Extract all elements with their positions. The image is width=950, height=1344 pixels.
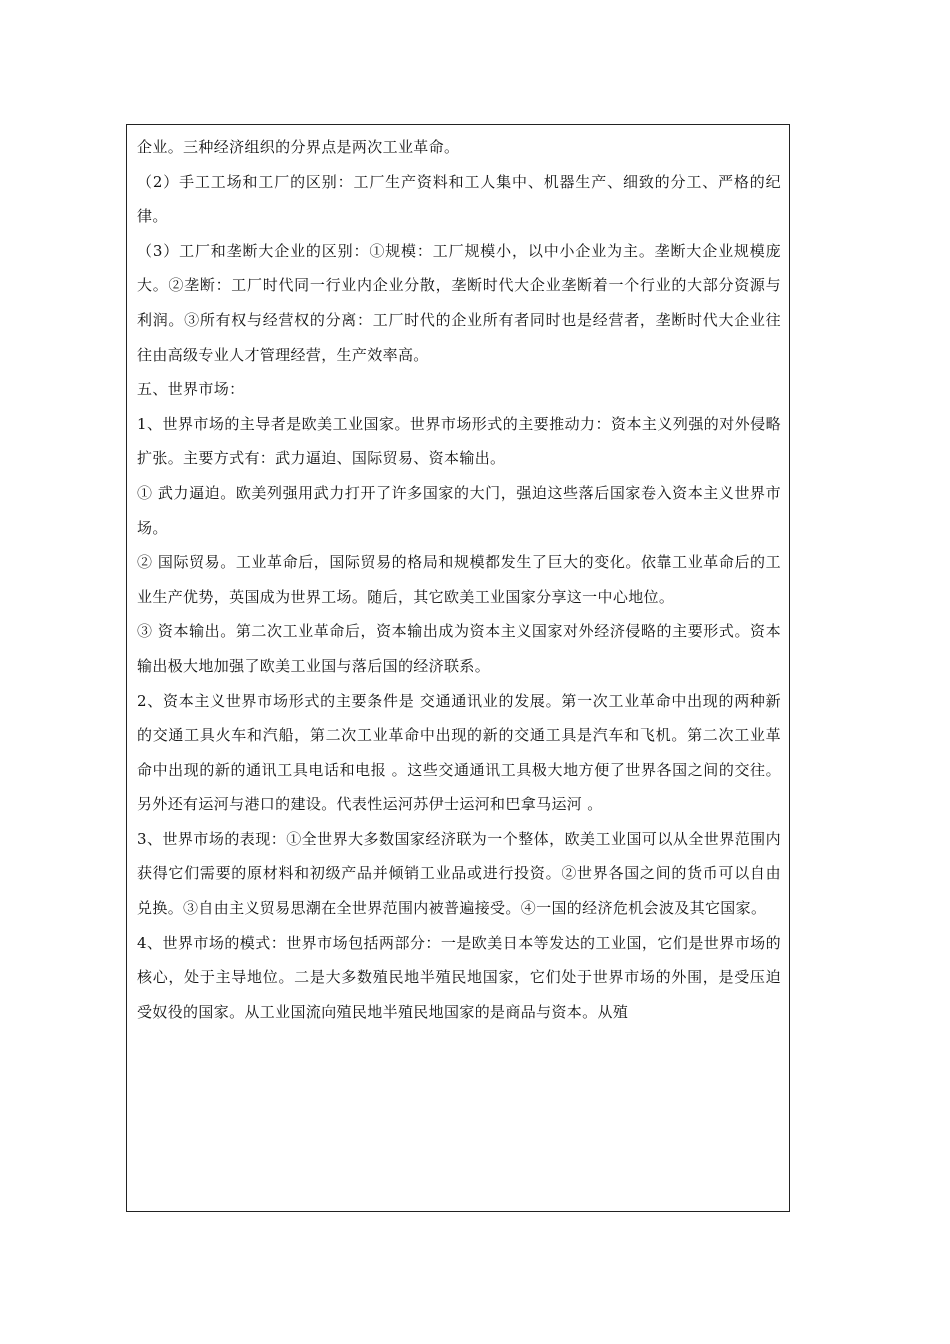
paragraph-1-text: 企业。三种经济组织的分界点是两次工业革命。: [137, 138, 460, 156]
paragraph-9: [137, 684, 781, 822]
paragraph-6-text: ① 武力逼迫。欧美列强用武力打开了许多国家的大门，强迫这些落后国家卷入资本主义世界市场。: [137, 483, 781, 537]
paragraph-7-text: ② 国际贸易。工业革命后，国际贸易的格局和规模都发生了巨大的变化。依靠工业革命后的工业生产优势，英国成为世界工场。随后，其它欧美工业国家分享这一中心地位。: [137, 553, 781, 606]
paragraph-11: [137, 926, 781, 1030]
paragraph-10-text: 3、世界市场的表现：①全世界大多数国家经济联为一个整体，欧美工业国可以从全世界范围内获得它们需要的原材料和初级产品并倾销工业品或进行投资。②世界各国之间的货币可以自由兑换。③自由主义贸易思潮在全世界范围内被普遍接受。④一国的经济危机会波及其它国家。: [137, 829, 781, 918]
paragraph-2-text: （2）手工工场和工厂的区别：工厂生产资料和工人集中、机器生产、细致的分工、严格的纪律。: [137, 172, 781, 226]
paragraph-4: [137, 372, 781, 407]
paragraph-8: [137, 614, 781, 683]
paragraph-3: [137, 234, 781, 372]
paragraph-6: [137, 476, 781, 545]
paragraph-4-text: 五、世界市场：: [137, 380, 245, 399]
paragraph-1: [137, 130, 781, 165]
paragraph-2: [137, 165, 781, 234]
paragraph-9-text: 2、资本主义世界市场形式的主要条件是 交通通讯业的发展。第一次工业革命中出现的两种新的交通工具火车和汽船，第二次工业革命中出现的新的交通工具是汽车和飞机。第二次工业革命中出现的新的通讯工具电话和电报 。这些交通通讯工具极大地方便了世界各国之间的交往。另外还有运河与港口的建设。代表性运河苏伊士运河和巴拿马运河 。: [137, 691, 781, 814]
paragraph-8-text: ③ 资本输出。第二次工业革命后，资本输出成为资本主义国家对外经济侵略的主要形式。资本输出极大地加强了欧美工业国与落后国的经济联系。: [137, 622, 781, 675]
paragraph-11-text: 4、世界市场的模式：世界市场包括两部分：一是欧美日本等发达的工业国，它们是世界市场的核心，处于主导地位。二是大多数殖民地半殖民地国家，它们处于世界市场的外围，是受压迫受奴役的国家。从工业国流向殖民地半殖民地国家的是商品与资本。从殖: [137, 933, 781, 1021]
paragraph-7: [137, 545, 781, 614]
paragraph-10: [137, 822, 781, 926]
text-table-cell: [126, 124, 790, 1212]
paragraph-5: [137, 407, 781, 476]
paragraph-3-text: （3）工厂和垄断大企业的区别：①规模：工厂规模小，以中小企业为主。垄断大企业规模庞大。②垄断：工厂时代同一行业内企业分散，垄断时代大企业垄断着一个行业的大部分资源与利润。③所有权与经营权的分离：工厂时代的企业所有者同时也是经营者，垄断时代大企业往往由高级专业人才管理经营，生产效率高。: [137, 241, 781, 364]
paragraph-5-text: 1、世界市场的主导者是欧美工业国家。世界市场形式的主要推动力：资本主义列强的对外侵略扩张。主要方式有：武力逼迫、国际贸易、资本输出。: [137, 414, 781, 468]
